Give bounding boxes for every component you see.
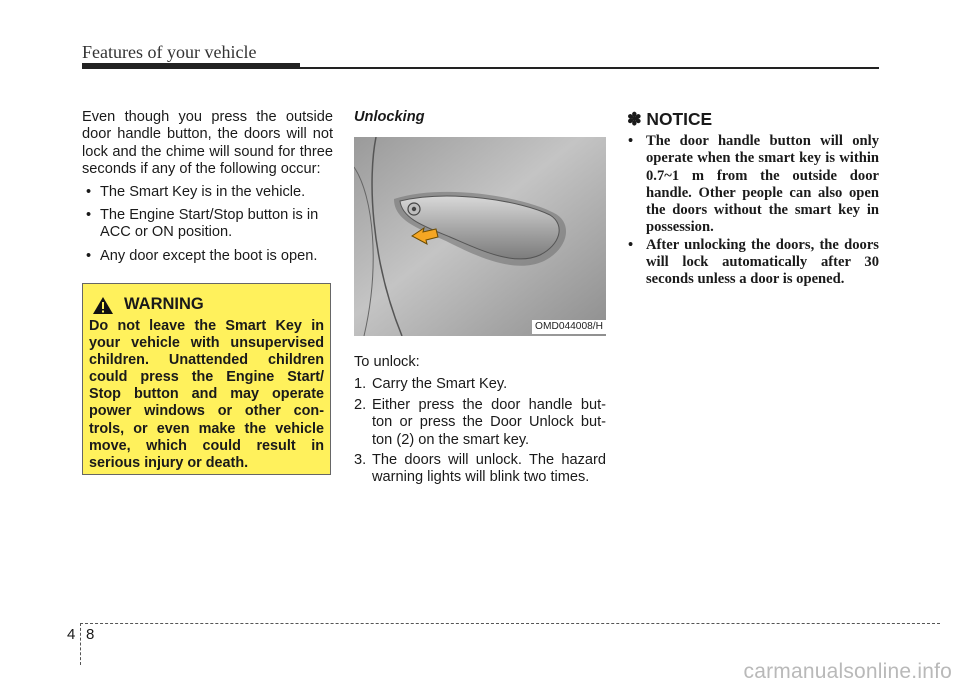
door-handle-figure [354, 137, 606, 336]
column-1 [82, 109, 333, 271]
header-title: Features of your vehicle [82, 42, 257, 62]
header-rule [82, 67, 879, 69]
column-2 [354, 354, 606, 490]
step-text: The doors will unlock. The hazard warning lights will blink two times. [372, 452, 606, 486]
section-heading-unlocking: Unlocking [354, 109, 425, 125]
list-item-text: The Engine Start/Stop button is in ACC or ON position. [100, 207, 319, 241]
conditions-list [82, 184, 333, 266]
warning-triangle-icon [92, 296, 114, 315]
notice-title: ✽ NOTICE [627, 109, 713, 129]
warning-text: Do not leave the Smart Key in your vehicle with unsupervised children. Unattended children could press the Engine Start/ Stop button and may operate power windows or other con- trols, or even make the vehicle move, which could result in serious injury or death. [89, 318, 324, 471]
list-item [82, 207, 333, 242]
footer-divider [80, 623, 81, 665]
intro-paragraph: Even though you press the outside door handle button, the doors will not lock and the chime will sound for three seconds if any of the following occur: [82, 109, 333, 178]
list-item-text: Any door except the boot is open. [100, 247, 318, 264]
notice-text: The door handle button will only operate when the smart key is within 0.7~1 m from the outside door handle. Other people can also open the doors without the smart key in possession. [646, 133, 879, 236]
step-text: Carry the Smart Key. [372, 376, 508, 393]
list-item [354, 397, 606, 449]
bullet-glyph: • [86, 247, 92, 264]
door-handle-illustration [354, 137, 606, 336]
warning-box [82, 283, 331, 475]
list-item-text: The Smart Key is in the vehicle. [100, 183, 306, 200]
figure-code: OMD044008/H [532, 320, 606, 334]
list-item [354, 452, 606, 487]
list-item [627, 133, 879, 237]
bullet-glyph: • [86, 183, 92, 200]
step-number: 1. [354, 376, 367, 393]
footer-rule [80, 623, 940, 624]
chapter-number: 4 [67, 626, 76, 643]
page-number: 8 [86, 626, 95, 643]
step-number: 2. [354, 396, 367, 413]
step-text: Either press the door handle but- ton or press the Door Unlock but- ton (2) on the smart key. [372, 396, 606, 448]
notice-list [627, 133, 879, 289]
unlock-intro: To unlock: [354, 354, 420, 370]
warning-title: WARNING [124, 295, 204, 313]
bullet-glyph: • [628, 236, 634, 253]
list-item [354, 376, 606, 393]
step-number: 3. [354, 452, 367, 469]
bullet-glyph: • [86, 207, 92, 224]
list-item [82, 248, 333, 265]
notice-text: After unlocking the doors, the doors will lock automatically after 30 seconds unless a door is opened. [646, 236, 879, 288]
bullet-glyph: • [628, 133, 634, 149]
list-item [82, 184, 333, 201]
watermark: carmanualsonline.info [743, 660, 952, 683]
list-item [627, 237, 879, 289]
unlock-steps [354, 376, 606, 486]
